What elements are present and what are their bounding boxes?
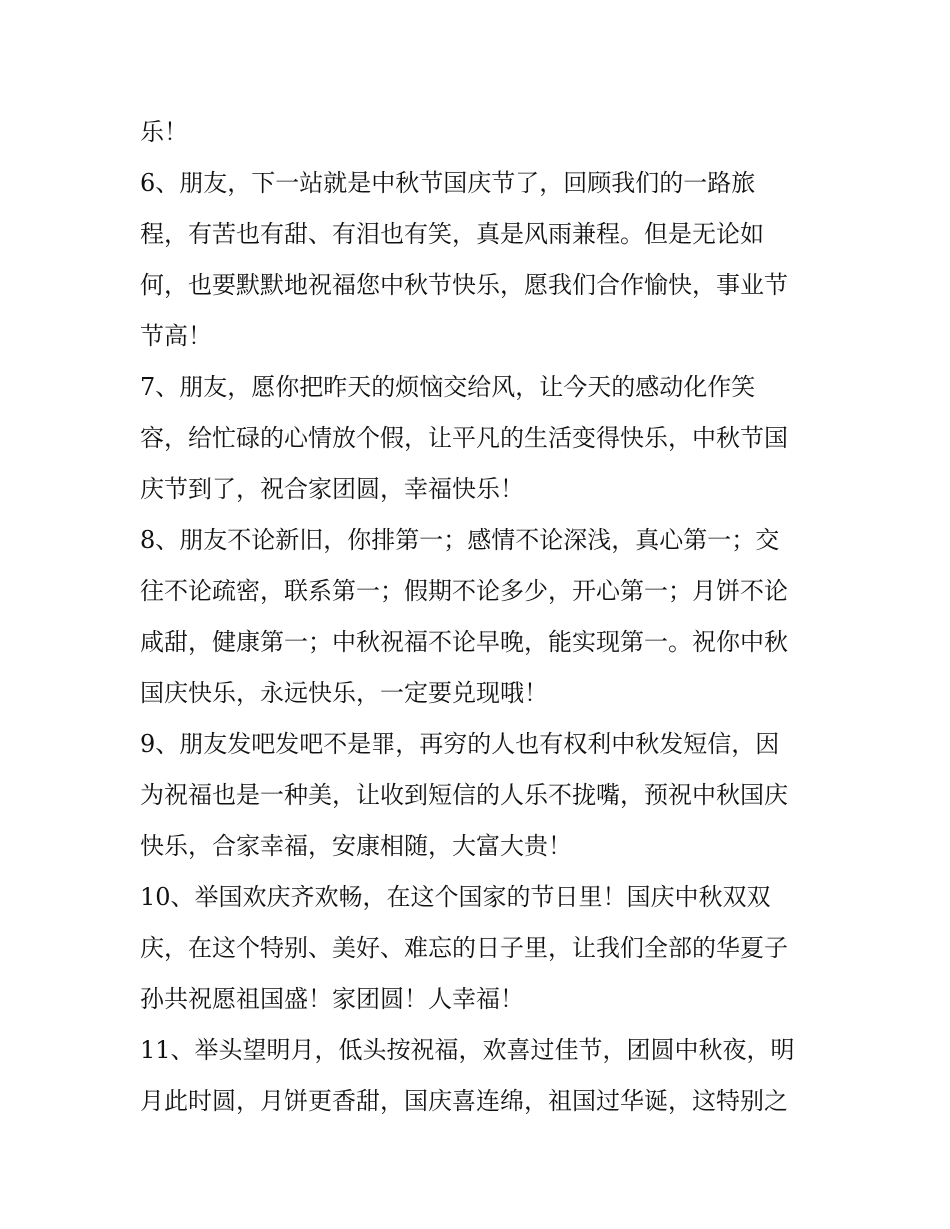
text-line: 容，给忙碌的心情放个假，让平凡的生活变得快乐，中秋节国 xyxy=(140,424,788,452)
text-line: 程，有苦也有甜、有泪也有笑，真是风雨兼程。但是无论如 xyxy=(140,220,764,248)
text-line: 咸甜，健康第一；中秋祝福不论早晚，能实现第一。祝你中秋 xyxy=(140,628,788,656)
text-line: 月此时圆，月饼更香甜，国庆喜连绵，祖国过华诞，这特别之 xyxy=(140,1087,788,1115)
text-line: 何，也要默默地祝福您中秋节快乐，愿我们合作愉快，事业节 xyxy=(140,271,788,299)
text-line: 庆节到了，祝合家团圆，幸福快乐！ xyxy=(140,475,524,503)
text-line: 乐！ xyxy=(140,118,188,146)
text-line: 8、朋友不论新旧，你排第一；感情不论深浅，真心第一；交 xyxy=(140,526,780,554)
text-line: 节高！ xyxy=(140,322,212,350)
text-line: 6、朋友，下一站就是中秋节国庆节了，回顾我们的一路旅 xyxy=(140,169,756,197)
text-line: 快乐，合家幸福，安康相随，大富大贵！ xyxy=(140,832,572,860)
text-line: 为祝福也是一种美，让收到短信的人乐不拢嘴，预祝中秋国庆 xyxy=(140,781,788,809)
text-line: 9、朋友发吧发吧不是罪，再穷的人也有权利中秋发短信，因 xyxy=(140,730,780,758)
text-line: 国庆快乐，永远快乐，一定要兑现哦！ xyxy=(140,679,548,707)
body-text xyxy=(140,107,820,1127)
text-line: 11、举头望明月，低头按祝福，欢喜过佳节，团圆中秋夜，明 xyxy=(140,1036,795,1064)
text-line: 孙共祝愿祖国盛！家团圆！人幸福！ xyxy=(140,985,524,1013)
text-line: 往不论疏密，联系第一；假期不论多少，开心第一；月饼不论 xyxy=(140,577,788,605)
text-line: 庆，在这个特别、美好、难忘的日子里，让我们全部的华夏子 xyxy=(140,934,788,962)
text-line: 10、举国欢庆齐欢畅，在这个国家的节日里！国庆中秋双双 xyxy=(140,883,771,911)
text-line: 7、朋友，愿你把昨天的烦恼交给风，让今天的感动化作笑 xyxy=(140,373,756,401)
